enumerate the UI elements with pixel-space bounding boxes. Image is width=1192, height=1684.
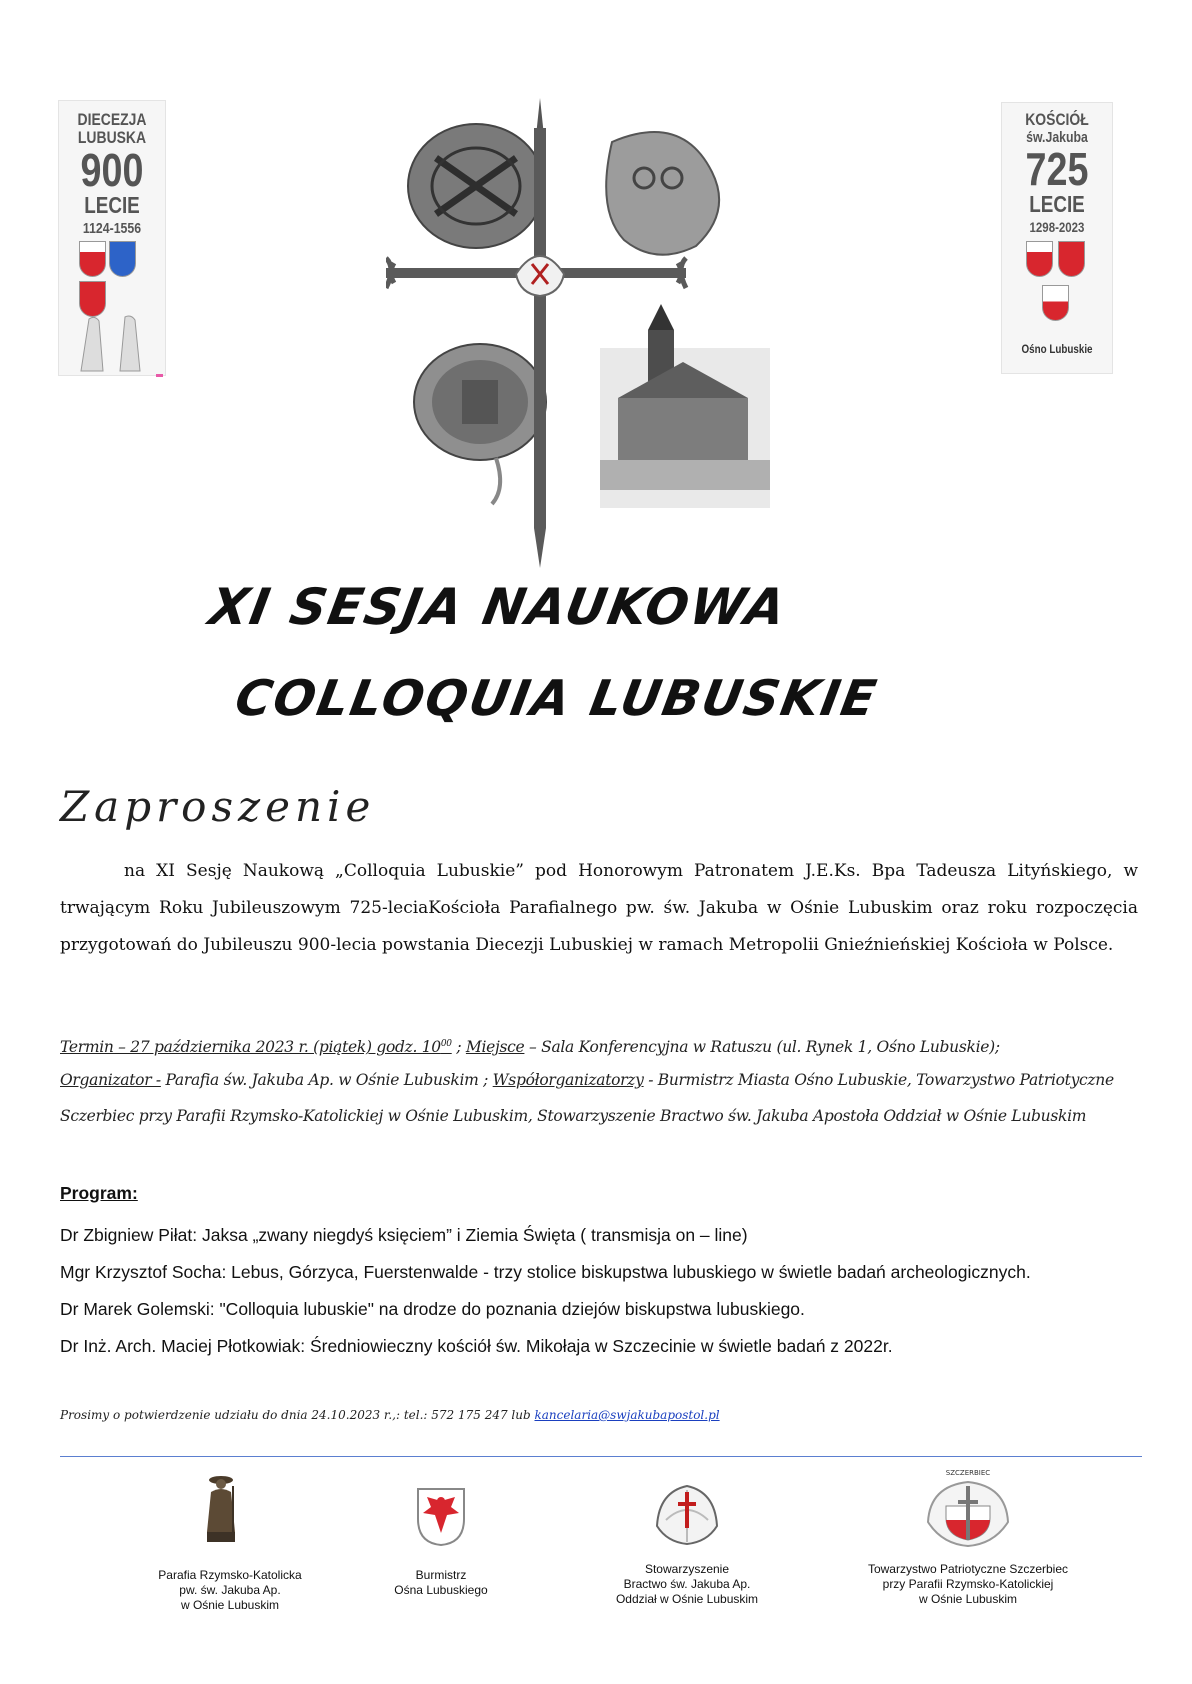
logo-left-years: 1124-1556 <box>82 220 142 237</box>
title-line-1: XI SESJA NAUKOWA <box>204 578 792 636</box>
invitation-body <box>60 853 1138 964</box>
society-seal-text: SZCZERBIEC <box>945 1469 991 1477</box>
invitation-heading: Zaproszenie <box>60 782 376 831</box>
church-725-logo <box>1001 102 1113 374</box>
event-details-line-3: Sczerbiec przy Parafii Rzymsko-Katolickiej w Ośnie Lubuskim, Stowarzyszenie Bractwo św. Jakuba Apostoła Oddział w Ośnie Lubuskim <box>60 1107 1087 1125</box>
event-details-line-1 <box>60 1026 1140 1065</box>
organizer-text: Parafia św. Jakuba Ap. w Ośnie Lubuskim ; <box>160 1071 493 1089</box>
program-item-1: Dr Zbigniew Piłat: Jaksa „zwany niegdyś księciem” i Ziemia Święta ( transmisja on – line) <box>60 1225 748 1245</box>
program-heading: Program: <box>60 1183 138 1203</box>
org-brotherhood-label <box>597 1562 777 1607</box>
footer-divider <box>60 1456 1142 1457</box>
separator: ; <box>451 1038 466 1057</box>
osno-eagle-crest-icon <box>416 1487 466 1547</box>
org-brotherhood-line-1: Stowarzyszenie <box>644 1562 730 1576</box>
event-details-line-2 <box>60 1062 1140 1098</box>
cross-crest-icon <box>79 281 106 317</box>
program-item-2: Mgr Krzysztof Socha: Lebus, Górzyca, Fuerstenwalde - trzy stolice biskupstwa lubuskiego w świetle badań archeologicznych. <box>60 1262 1031 1282</box>
org-mayor-label <box>371 1568 511 1598</box>
org-society-label <box>848 1562 1088 1607</box>
logo-right-place: Ośno Lubuskie <box>1021 342 1093 356</box>
org-society-line-2: przy Parafii Rzymsko-Katolickiej <box>882 1577 1054 1591</box>
rsvp-text: Prosimy o potwierdzenie udziału do dnia 24.10.2023 r.,: tel.: 572 175 247 lub <box>60 1408 535 1422</box>
email-link[interactable]: kancelaria@swjakubapostol.pl <box>534 1408 720 1422</box>
org-parish-label <box>140 1568 320 1613</box>
co-organizers-text: - Burmistrz Miasta Ośno Lubuskie, Towarzystwo Patriotyczne <box>643 1071 1114 1089</box>
red-cross-crest-icon <box>1058 241 1085 277</box>
logo-left-line2: LUBUSKA <box>77 128 147 147</box>
logo-left-line3: LECIE <box>84 192 140 218</box>
location-label: Miejsce <box>465 1038 525 1057</box>
co-organizers-label: Współorganizatorzy <box>492 1071 644 1089</box>
org-parish-line-3: w Ośnie Lubuskim <box>180 1598 280 1612</box>
program-item-3: Dr Marek Golemski: "Colloquia lubuskie" na drodze do poznania dziejów biskupstwa lubuskiego. <box>60 1299 805 1319</box>
st-james-sword-cross-emblem <box>386 98 806 568</box>
blue-lily-crest-icon <box>109 241 136 277</box>
red-eagle-crest-icon <box>79 241 106 277</box>
logo-right-line2: św.Jakuba <box>1026 129 1088 146</box>
town-crest-icon <box>1042 285 1069 321</box>
program-item-4: Dr Inż. Arch. Maciej Płotkowiak: Średniowieczny kościół św. Mikołaja w Szczecinie w świetle badań z 2022r. <box>60 1336 893 1356</box>
logo-right-line3: LECIE <box>1029 191 1085 217</box>
org-society-line-1: Towarzystwo Patriotyczne Szczerbiec <box>867 1562 1069 1576</box>
st-james-statue-icon <box>203 1472 239 1544</box>
title-line-2: COLLOQUIA LUBUSKIE <box>230 670 883 727</box>
organizer-label: Organizator - <box>60 1071 161 1089</box>
org-mayor-line-2: Ośna Lubuskiego <box>394 1583 488 1597</box>
org-parish-line-2: pw. św. Jakuba Ap. <box>179 1583 281 1597</box>
logo-right-number: 725 <box>1025 143 1089 195</box>
org-brotherhood-line-3: Oddział w Ośnie Lubuskim <box>615 1592 759 1606</box>
szczerbiec-society-icon <box>924 1466 1012 1548</box>
diocese-900-logo <box>58 100 166 376</box>
logo-left-line1: DIECEZJA <box>77 110 147 129</box>
brotherhood-shell-icon <box>654 1480 720 1546</box>
location-text: – Sala Konferencyjna w Ratuszu (ul. Rynek 1, Ośno Lubuskie); <box>524 1038 1000 1057</box>
org-parish-line-1: Parafia Rzymsko-Katolicka <box>158 1568 302 1582</box>
pink-marker <box>156 374 163 377</box>
logo-right-years: 1298-2023 <box>1029 219 1085 235</box>
saint-statues-icon <box>75 315 151 373</box>
fragment-seal-top-right-icon <box>606 132 719 255</box>
date-time-label <box>60 1038 452 1056</box>
date-time-text: Termin – 27 października 2023 r. (piątek) godz. 10 <box>60 1038 441 1057</box>
org-mayor-line-1: Burmistrz <box>415 1568 467 1582</box>
logo-right-line1: KOŚCIÓŁ <box>1025 110 1089 129</box>
invitation-text: na XI Sesję Naukową „Colloquia Lubuskie” pod Honorowym Patronatem J.E.Ks. Bpa Tadeusza Lityńskiego, w trwającym Roku Jubileuszowym 725-leciaKościoła Parafialnego pw. św. Jakuba w Ośnie Lubuskim oraz roku rozpoczęcia przygotowań do Jubileuszu 900-lecia powstania Diecezji Lubuskiej w ramach Metropolii Gnieźnieńskiej Kościoła w Polsce. <box>60 861 1138 955</box>
org-society-line-3: w Ośnie Lubuskim <box>918 1592 1018 1606</box>
rsvp-note <box>60 1408 720 1422</box>
org-brotherhood-line-2: Bractwo św. Jakuba Ap. <box>623 1577 751 1591</box>
time-minutes-sup: 00 <box>440 1039 452 1049</box>
red-eagle-crest-icon <box>1026 241 1053 277</box>
logo-left-number: 900 <box>80 144 144 196</box>
